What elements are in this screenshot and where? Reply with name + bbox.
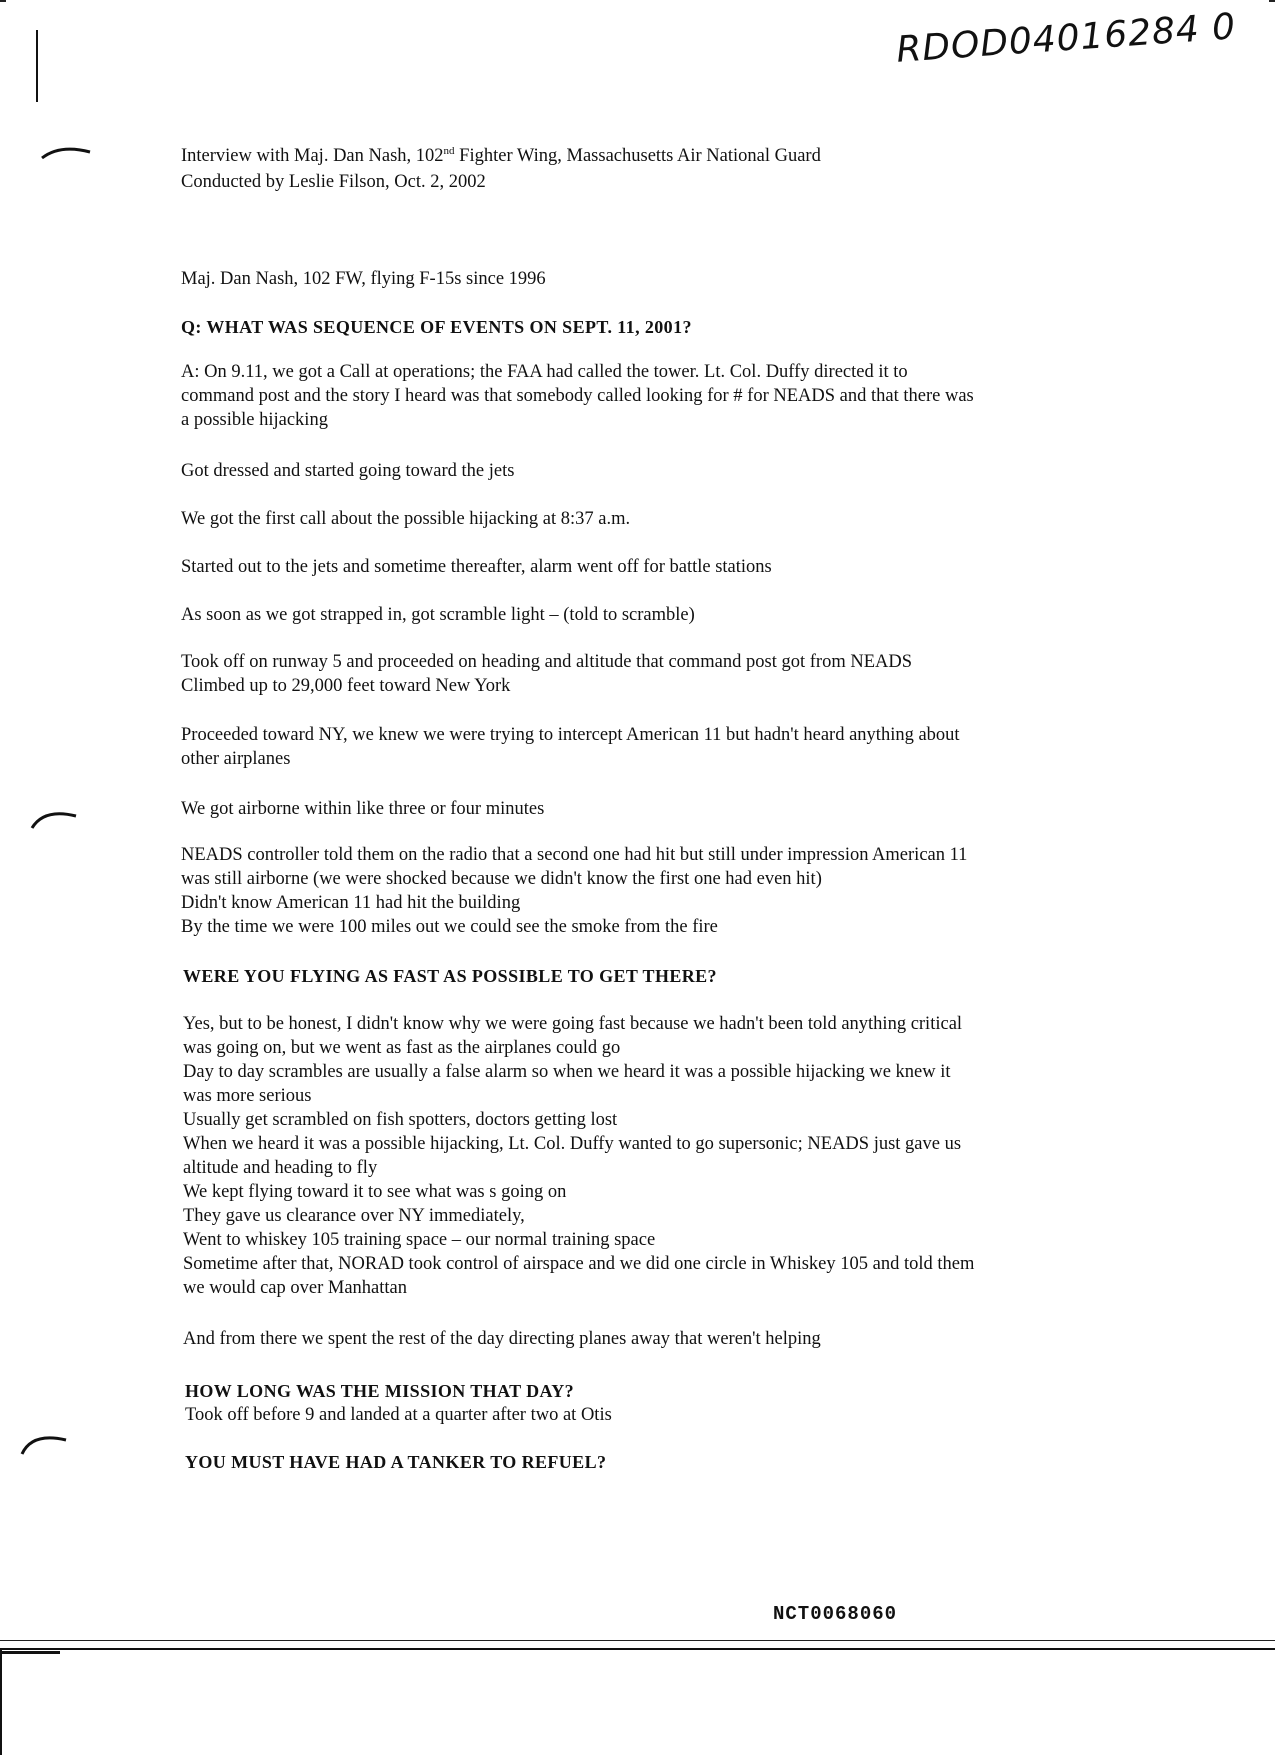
question-1-heading: Q: WHAT WAS SEQUENCE OF EVENTS ON SEPT. 11, 2001?	[181, 317, 692, 337]
scan-margin-bar	[36, 30, 38, 102]
text-line: Went to whiskey 105 training space – our normal training space	[183, 1230, 656, 1250]
text-line: was more serious	[183, 1086, 312, 1106]
header-line-2: Conducted by Leslie Filson, Oct. 2, 2002	[181, 172, 486, 192]
text-line: Sometime after that, NORAD took control of airspace and we did one circle in Whiskey 105 and told them	[183, 1254, 975, 1274]
header-line-1: Interview with Maj. Dan Nash, 102nd Fighter Wing, Massachusetts Air National Guard	[181, 144, 821, 166]
paragraph-runway	[181, 650, 912, 698]
text-line: we would cap over Manhattan	[183, 1278, 407, 1298]
text-line: Yes, but to be honest, I didn't know why we were going fast because we hadn't been told anything critical	[183, 1014, 963, 1034]
question-4-heading: YOU MUST HAVE HAD A TANKER TO REFUEL?	[185, 1452, 607, 1472]
text-line: altitude and heading to fly	[183, 1158, 378, 1178]
text-line: Usually get scrambled on fish spotters, doctors getting lost	[183, 1110, 618, 1130]
text-line: a possible hijacking	[181, 410, 328, 430]
text-line: By the time we were 100 miles out we could see the smoke from the fire	[181, 917, 718, 937]
binder-hole-mark-3	[18, 1422, 74, 1458]
text-line: NEADS controller told them on the radio that a second one had hit but still under impression American 11	[181, 845, 968, 865]
binder-hole-mark-2	[28, 800, 84, 832]
paragraph-strapped: As soon as we got strapped in, got scramble light – (told to scramble)	[181, 605, 695, 625]
footer-rule-2	[0, 1648, 1275, 1650]
text-line: Took off on runway 5 and proceeded on heading and altitude that command post got from NEADS	[181, 652, 913, 672]
text-line: Didn't know American 11 had hit the building	[181, 893, 521, 913]
text-line: was going on, but we went as fast as the airplanes could go	[183, 1038, 621, 1058]
text-line: When we heard it was a possible hijacking, Lt. Col. Duffy wanted to go supersonic; NEADS just gave us	[183, 1134, 962, 1154]
answer-2-paragraph	[183, 1012, 974, 1300]
question-3-heading: HOW LONG WAS THE MISSION THAT DAY?	[185, 1381, 575, 1401]
text-line: Day to day scrambles are usually a false alarm so when we heard it was a possible hijacking we knew it	[183, 1062, 951, 1082]
paragraph-airborne: We got airborne within like three or four minutes	[181, 799, 545, 819]
scan-corner-mark	[0, 0, 6, 2]
text-line: Climbed up to 29,000 feet toward New York	[181, 676, 511, 696]
paragraph-neads	[181, 843, 967, 939]
text-line: We kept flying toward it to see what was s going on	[183, 1182, 567, 1202]
footer-scan-edge	[0, 1649, 2, 1755]
scan-corner-mark-right	[1269, 0, 1275, 2]
paragraph-alarm: Started out to the jets and sometime thereafter, alarm went off for battle stations	[181, 557, 772, 577]
handwritten-document-id: RDOD04016284 0	[895, 6, 1238, 71]
binder-hole-mark-1	[38, 140, 94, 164]
paragraph-proceeded	[181, 723, 960, 771]
text-line: They gave us clearance over NY immediately,	[183, 1206, 525, 1226]
text-line: A: On 9.11, we got a Call at operations; the FAA had called the tower. Lt. Col. Duffy directed it to	[181, 362, 908, 382]
footer-scan-tick	[0, 1651, 60, 1654]
subject-line: Maj. Dan Nash, 102 FW, flying F-15s since 1996	[181, 269, 546, 289]
text-line: other airplanes	[181, 749, 291, 769]
text-line: Proceeded toward NY, we knew we were trying to intercept American 11 but hadn't heard anything about	[181, 725, 960, 745]
text-line: command post and the story I heard was that somebody called looking for # for NEADS and that there was	[181, 386, 974, 406]
paragraph-dressed: Got dressed and started going toward the jets	[181, 461, 515, 481]
footer-rule-1	[0, 1640, 1275, 1641]
answer-3: Took off before 9 and landed at a quarter after two at Otis	[185, 1405, 612, 1425]
answer-1-paragraph	[181, 360, 974, 432]
paragraph-rest-of-day: And from there we spent the rest of the day directing planes away that weren't helping	[183, 1329, 821, 1349]
bates-number-stamp: NCT0068060	[773, 1603, 898, 1625]
text-line: was still airborne (we were shocked because we didn't know the first one had even hit)	[181, 869, 822, 889]
paragraph-first-call: We got the first call about the possible hijacking at 8:37 a.m.	[181, 509, 631, 529]
question-2-heading: WERE YOU FLYING AS FAST AS POSSIBLE TO GET THERE?	[183, 966, 717, 986]
